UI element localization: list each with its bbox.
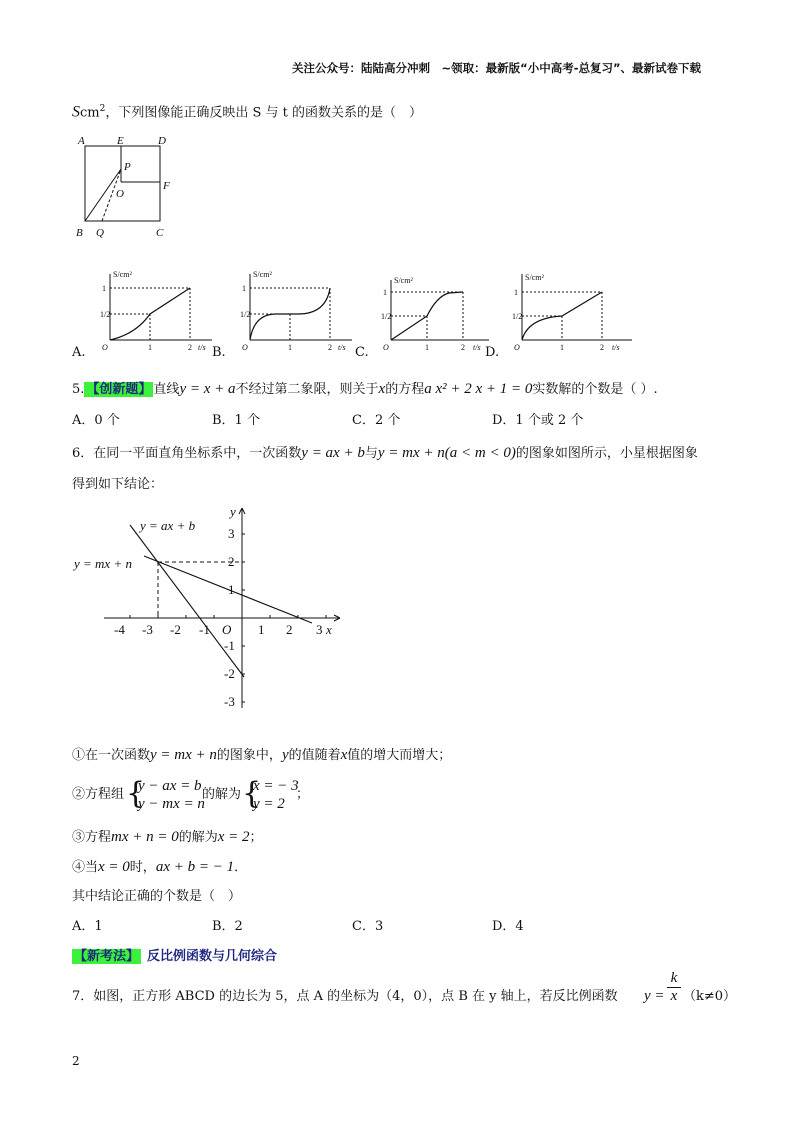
system-row-2: y − mx = n [138,796,205,812]
svg-text:-1: -1 [224,638,235,653]
q6-choice-c: C．3 [352,919,384,934]
svg-text:-3: -3 [224,694,235,709]
q6-stem-line2: 得到如下结论： [72,477,164,492]
svg-text:1/2: 1/2 [512,312,523,321]
q6-conclusion-4: ④当x = 0时，ax + b = − 1． [72,859,248,875]
q7-stem: 7．如图，正方形 ABCD 的边长为 5，点 A 的坐标为（4，0），点 B 在 y 轴上，若反比例函数 [72,989,618,1004]
svg-text:t/s: t/s [198,343,206,352]
q5-choice-d: D．1 个或 2 个 [492,413,584,428]
label-A: A [78,135,85,147]
svg-text:-2: -2 [224,666,235,681]
svg-text:1: 1 [228,582,235,597]
q6-conclusion-1: ①在一次函数y = mx + n的图象中，y的值随着x值的增大而增大； [72,747,452,763]
svg-text:2: 2 [228,554,235,569]
system-row-1: y − ax = b [138,778,202,794]
label-D: D [158,135,166,147]
label-O: O [116,188,124,200]
svg-text:-2: -2 [170,622,181,637]
svg-text:1/2: 1/2 [381,312,392,321]
svg-text:O: O [383,343,389,352]
q6-question: 其中结论正确的个数是（ ） [72,889,242,904]
svg-text:t/s: t/s [473,343,481,352]
section-heading: 【新考法】 反比例函数与几何综合 [74,949,278,964]
svg-text:2: 2 [286,622,293,637]
svg-text:S/cm²: S/cm² [525,273,544,282]
svg-text:2: 2 [600,343,604,352]
svg-text:t/s: t/s [612,343,620,352]
option-a-graph [96,268,216,358]
q6-choice-d: D．4 [492,919,524,934]
q6-stem-line1: 6．在同一平面直角坐标系中，一次函数y = ax + b与y = mx + n(a < m < 0)的图象如图所示，小星根据图象 [72,445,698,461]
svg-text:-3: -3 [142,622,153,637]
svg-text:O: O [222,622,232,637]
svg-text:1: 1 [148,343,152,352]
brace-left-system: { [126,776,146,811]
q6-c2-mid: 的解为 [202,787,242,802]
svg-text:2: 2 [461,343,465,352]
svg-text:1: 1 [560,343,564,352]
svg-text:2: 2 [188,343,192,352]
svg-text:2: 2 [328,343,332,352]
square-figure [72,132,182,242]
option-a-label: A. [72,345,86,360]
svg-text:1: 1 [425,343,429,352]
svg-text:S/cm²: S/cm² [113,270,132,279]
q6-coordinate-graph [72,500,362,720]
page-number: 2 [72,1054,80,1068]
label-E: E [117,135,124,147]
q5-stem: 5. 【创新题】 直线y = x + a不经过第二象限，则关于x的方程a x² + 2 x + 1 = 0实数解的个数是（ ）. [72,381,658,397]
label-Q: Q [96,227,104,239]
page-header: 关注公众号：陆陆高分冲刺 ~领取：最新版“小中高考-总复习”、最新试卷下载 [292,61,702,75]
q6-conclusion-2: ②方程组 [72,787,125,802]
svg-text:1: 1 [383,288,387,297]
q6-conclusion-3: ③方程mx + n = 0的解为x = 2； [72,829,263,845]
svg-text:3: 3 [316,622,323,637]
svg-text:1/2: 1/2 [100,310,111,319]
svg-text:S/cm²: S/cm² [394,276,413,285]
svg-text:-4: -4 [114,622,125,637]
option-b-label: B. [212,345,226,360]
tag-new-method: 【新考法】 [74,949,140,964]
q6-choice-a: A．1 [72,919,103,934]
svg-text:1: 1 [514,288,518,297]
label-line-mxn: y = mx + n [74,556,132,571]
option-b-graph [236,268,356,358]
svg-text:y: y [230,504,236,519]
label-line-axb: y = ax + b [140,518,196,533]
q5-choice-c: C．2 个 [352,413,401,428]
q6-c2-end: ； [296,787,310,802]
q7-condition: （k≠0） [683,989,737,1004]
svg-text:1: 1 [242,284,246,293]
tag-innovation: 【创新题】 [86,382,152,397]
option-d-graph [508,268,638,358]
svg-text:x: x [326,622,332,637]
q7-y-equals: y = [644,988,665,1004]
option-d-label: D. [485,345,500,360]
svg-text:1: 1 [258,622,265,637]
svg-text:t/s: t/s [338,343,346,352]
label-B: B [76,227,83,239]
solution-row-1: x = − 3 [253,778,299,794]
label-P: P [124,161,131,173]
solution-row-2: y = 2 [253,796,285,812]
svg-text:O: O [514,343,520,352]
q7-fraction: k x [667,970,681,1005]
q5-choice-b: B．1 个 [212,413,260,428]
svg-text:1/2: 1/2 [240,310,251,319]
svg-text:1: 1 [102,284,106,293]
svg-text:S/cm²: S/cm² [253,270,272,279]
q6-choice-b: B．2 [212,919,243,934]
svg-text:3: 3 [228,526,235,541]
label-C: C [156,227,164,239]
q4-options [72,268,732,363]
svg-text:O: O [242,343,248,352]
svg-text:O: O [102,343,108,352]
q4-stem: Scm$^2$，下列图像能正确反映出 S 与 t 的函数关系的是（ ） [72,103,423,121]
brace-left-solution: { [242,776,262,811]
q5-choice-a: A．0 个 [72,413,120,428]
label-F: F [163,180,170,192]
svg-text:1: 1 [288,343,292,352]
option-c-graph [377,274,497,358]
option-c-label: C. [355,345,369,360]
svg-text:-1: -1 [199,622,210,637]
